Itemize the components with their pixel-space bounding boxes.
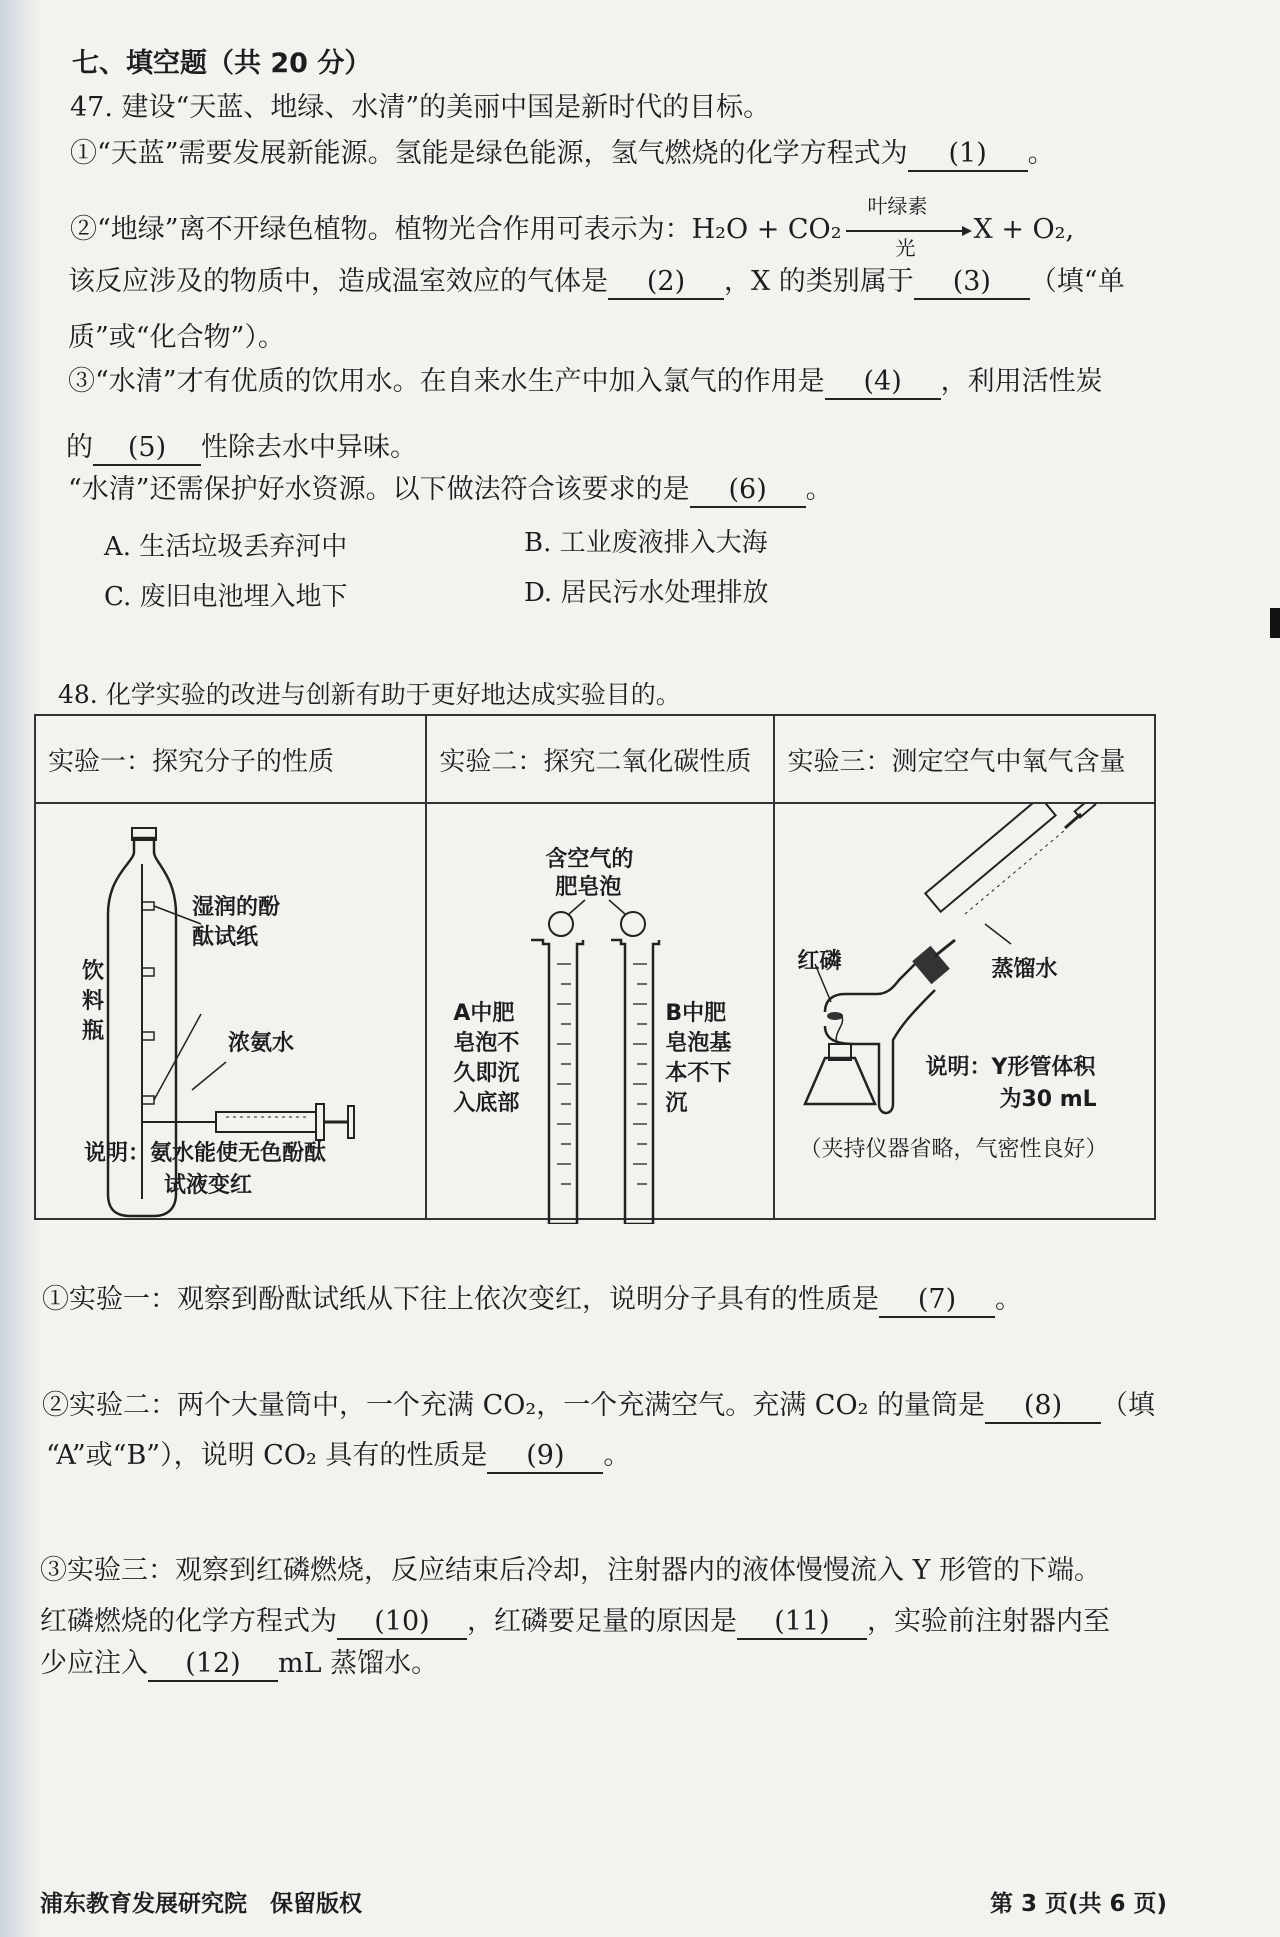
label-distilled-water: 蒸馏水 — [991, 957, 1058, 982]
exp3-note-2: 为30 mL — [999, 1087, 1097, 1112]
q47-part1-text: ①“天蓝”需要发展新能源。氢能是绿色能源，氢气燃烧的化学方程式为 — [70, 138, 908, 169]
exp1-cell — [35, 803, 426, 1219]
header-exp3: 实验三：测定空气中氧气含量 — [774, 715, 1155, 803]
q48-sub3c-after: mL 蒸馏水。 — [278, 1648, 439, 1679]
exp1-note-2: 试液变红 — [164, 1173, 253, 1198]
q48-sub2-after: （填 — [1100, 1390, 1155, 1421]
q47-part2 — [70, 193, 1075, 260]
blank-4[interactable]: (4) — [825, 366, 941, 400]
q47-part4: “水清”还需保护好水资源。以下做法符合该要求的是 (6) 。 — [68, 474, 833, 508]
blank-10[interactable]: (10) — [337, 1606, 467, 1640]
q47-part3-text: ③“水清”才有优质的饮用水。在自来水生产中加入氯气的作用是 — [68, 366, 825, 397]
label-a-3: 久即沉 — [453, 1061, 520, 1086]
q47-part2c: 质”或“化合物”）。 — [68, 322, 285, 353]
q48-sub3: ③实验三：观察到红磷燃烧，反应结束后冷却，注射器内的液体慢慢流入 Y 形管的下端。 — [40, 1555, 1101, 1586]
equation-left: H₂O + CO₂ — [691, 214, 842, 245]
label-bottle-1: 饮 — [82, 959, 105, 984]
option-c[interactable]: C. 废旧电池埋入地下 — [104, 582, 348, 612]
exp1-note-1: 说明：氨水能使无色酚酞 — [84, 1141, 327, 1166]
exp3-note-1: 说明：Y形管体积 — [925, 1055, 1096, 1080]
header-exp1: 实验一：探究分子的性质 — [35, 715, 426, 803]
footer-publisher: 浦东教育发展研究院 保留版权 — [40, 1891, 362, 1917]
q47-part4-text: “水清”还需保护好水资源。以下做法符合该要求的是 — [68, 474, 690, 505]
reaction-arrow — [842, 193, 974, 260]
experiment-table — [34, 714, 1156, 1220]
exp3-note-3: （夹持仪器省略，气密性良好） — [799, 1137, 1108, 1162]
blank-8[interactable]: (8) — [985, 1390, 1101, 1424]
q47-part2b-mid: ，X 的类别属于 — [724, 266, 914, 297]
q47-part3-after: ，利用活性炭 — [940, 366, 1103, 397]
footer-page-number: 第 3 页(共 6 页) — [990, 1891, 1168, 1917]
edge-mark — [1270, 608, 1280, 638]
label-a-1: A中肥 — [453, 1001, 515, 1026]
label-bubble-1: 含空气的 — [545, 847, 634, 872]
blank-6[interactable]: (6) — [690, 474, 806, 508]
option-a[interactable]: A. 生活垃圾丢弃河中 — [104, 532, 348, 562]
arrow-condition-top: 叶绿素 — [867, 193, 928, 218]
q47-part2-text: ②“地绿”离不开绿色植物。植物光合作用可表示为： — [70, 214, 692, 245]
exp3-cell — [774, 803, 1155, 1219]
q47-part2b-text: 该反应涉及的物质中，造成温室效应的气体是 — [68, 266, 608, 297]
blank-11[interactable]: (11) — [737, 1606, 867, 1640]
q48-sub2-text: ②实验二：两个大量筒中，一个充满 CO₂，一个充满空气。充满 CO₂ 的量筒是 — [42, 1390, 985, 1421]
q47-part3b-text: 的 — [66, 432, 93, 463]
q48-sub2 — [42, 1390, 1155, 1424]
label-a-2: 皂泡不 — [453, 1031, 520, 1056]
q48-sub3b-mid: ，红磷要足量的原因是 — [467, 1606, 737, 1637]
q48-sub3b-after: ，实验前注射器内至 — [867, 1606, 1110, 1637]
blank-1[interactable]: (1) — [908, 138, 1028, 172]
q48-sub1: ①实验一：观察到酚酞试纸从下往上依次变红，说明分子具有的性质是 (7) 。 — [42, 1284, 1022, 1318]
blank-7[interactable]: (7) — [879, 1284, 995, 1318]
option-d[interactable]: D. 居民污水处理排放 — [524, 578, 769, 608]
blank-2[interactable]: (2) — [608, 266, 724, 300]
q48-sub3b-text: 红磷燃烧的化学方程式为 — [40, 1606, 337, 1637]
label-bubble-2: 肥皂泡 — [555, 875, 622, 900]
q48-sub2b-text: “A”或“B”），说明 CO₂ 具有的性质是 — [46, 1440, 488, 1471]
label-b-3: 本不下 — [665, 1061, 732, 1086]
label-bottle-3: 瓶 — [82, 1019, 105, 1044]
q48-sub1-text: ①实验一：观察到酚酞试纸从下往上依次变红，说明分子具有的性质是 — [42, 1284, 879, 1315]
label-paper-1: 湿润的酚 — [192, 895, 281, 920]
label-red-phosphorus: 红磷 — [797, 949, 842, 974]
label-ammonia: 浓氨水 — [228, 1031, 295, 1056]
section-heading: 七、填空题（共 20 分） — [72, 48, 372, 79]
label-b-4: 沉 — [665, 1091, 688, 1116]
equation-right: X + O₂, — [973, 214, 1075, 245]
label-a-4: 入底部 — [453, 1091, 520, 1116]
blank-5[interactable]: (5) — [93, 432, 201, 466]
q47-part3b — [66, 432, 417, 466]
arrow-condition-bottom: 光 — [895, 235, 916, 260]
q48-sub3b — [40, 1606, 1110, 1640]
label-b-2: 皂泡基 — [665, 1031, 732, 1056]
blank-9[interactable]: (9) — [487, 1440, 603, 1474]
blank-3[interactable]: (3) — [914, 266, 1030, 300]
q47-part1: ①“天蓝”需要发展新能源。氢能是绿色能源，氢气燃烧的化学方程式为 (1) 。 — [70, 138, 1055, 172]
blank-12[interactable]: (12) — [148, 1648, 278, 1682]
q48-sub3c — [40, 1648, 438, 1682]
q47-part2b — [68, 266, 1125, 300]
label-b-1: B中肥 — [665, 1001, 727, 1026]
label-bottle-2: 料 — [82, 989, 105, 1014]
q48-sub3c-text: 少应注入 — [40, 1648, 148, 1679]
header-exp2: 实验二：探究二氧化碳性质 — [426, 715, 774, 803]
option-b[interactable]: B. 工业废液排入大海 — [524, 528, 768, 558]
q47-stem: 47. 建设“天蓝、地绿、水清”的美丽中国是新时代的目标。 — [70, 92, 771, 123]
q47-part3b-after: 性除去水中异味。 — [201, 432, 417, 463]
label-paper-2: 酞试纸 — [192, 925, 259, 950]
exp2-cell — [426, 803, 774, 1219]
q48-stem: 48. 化学实验的改进与创新有助于更好地达成实验目的。 — [58, 680, 681, 709]
q48-sub2b: “A”或“B”），说明 CO₂ 具有的性质是 (9) 。 — [46, 1440, 630, 1474]
q47-part2b-after: （填“单 — [1029, 266, 1125, 297]
q47-part3 — [68, 366, 1103, 400]
